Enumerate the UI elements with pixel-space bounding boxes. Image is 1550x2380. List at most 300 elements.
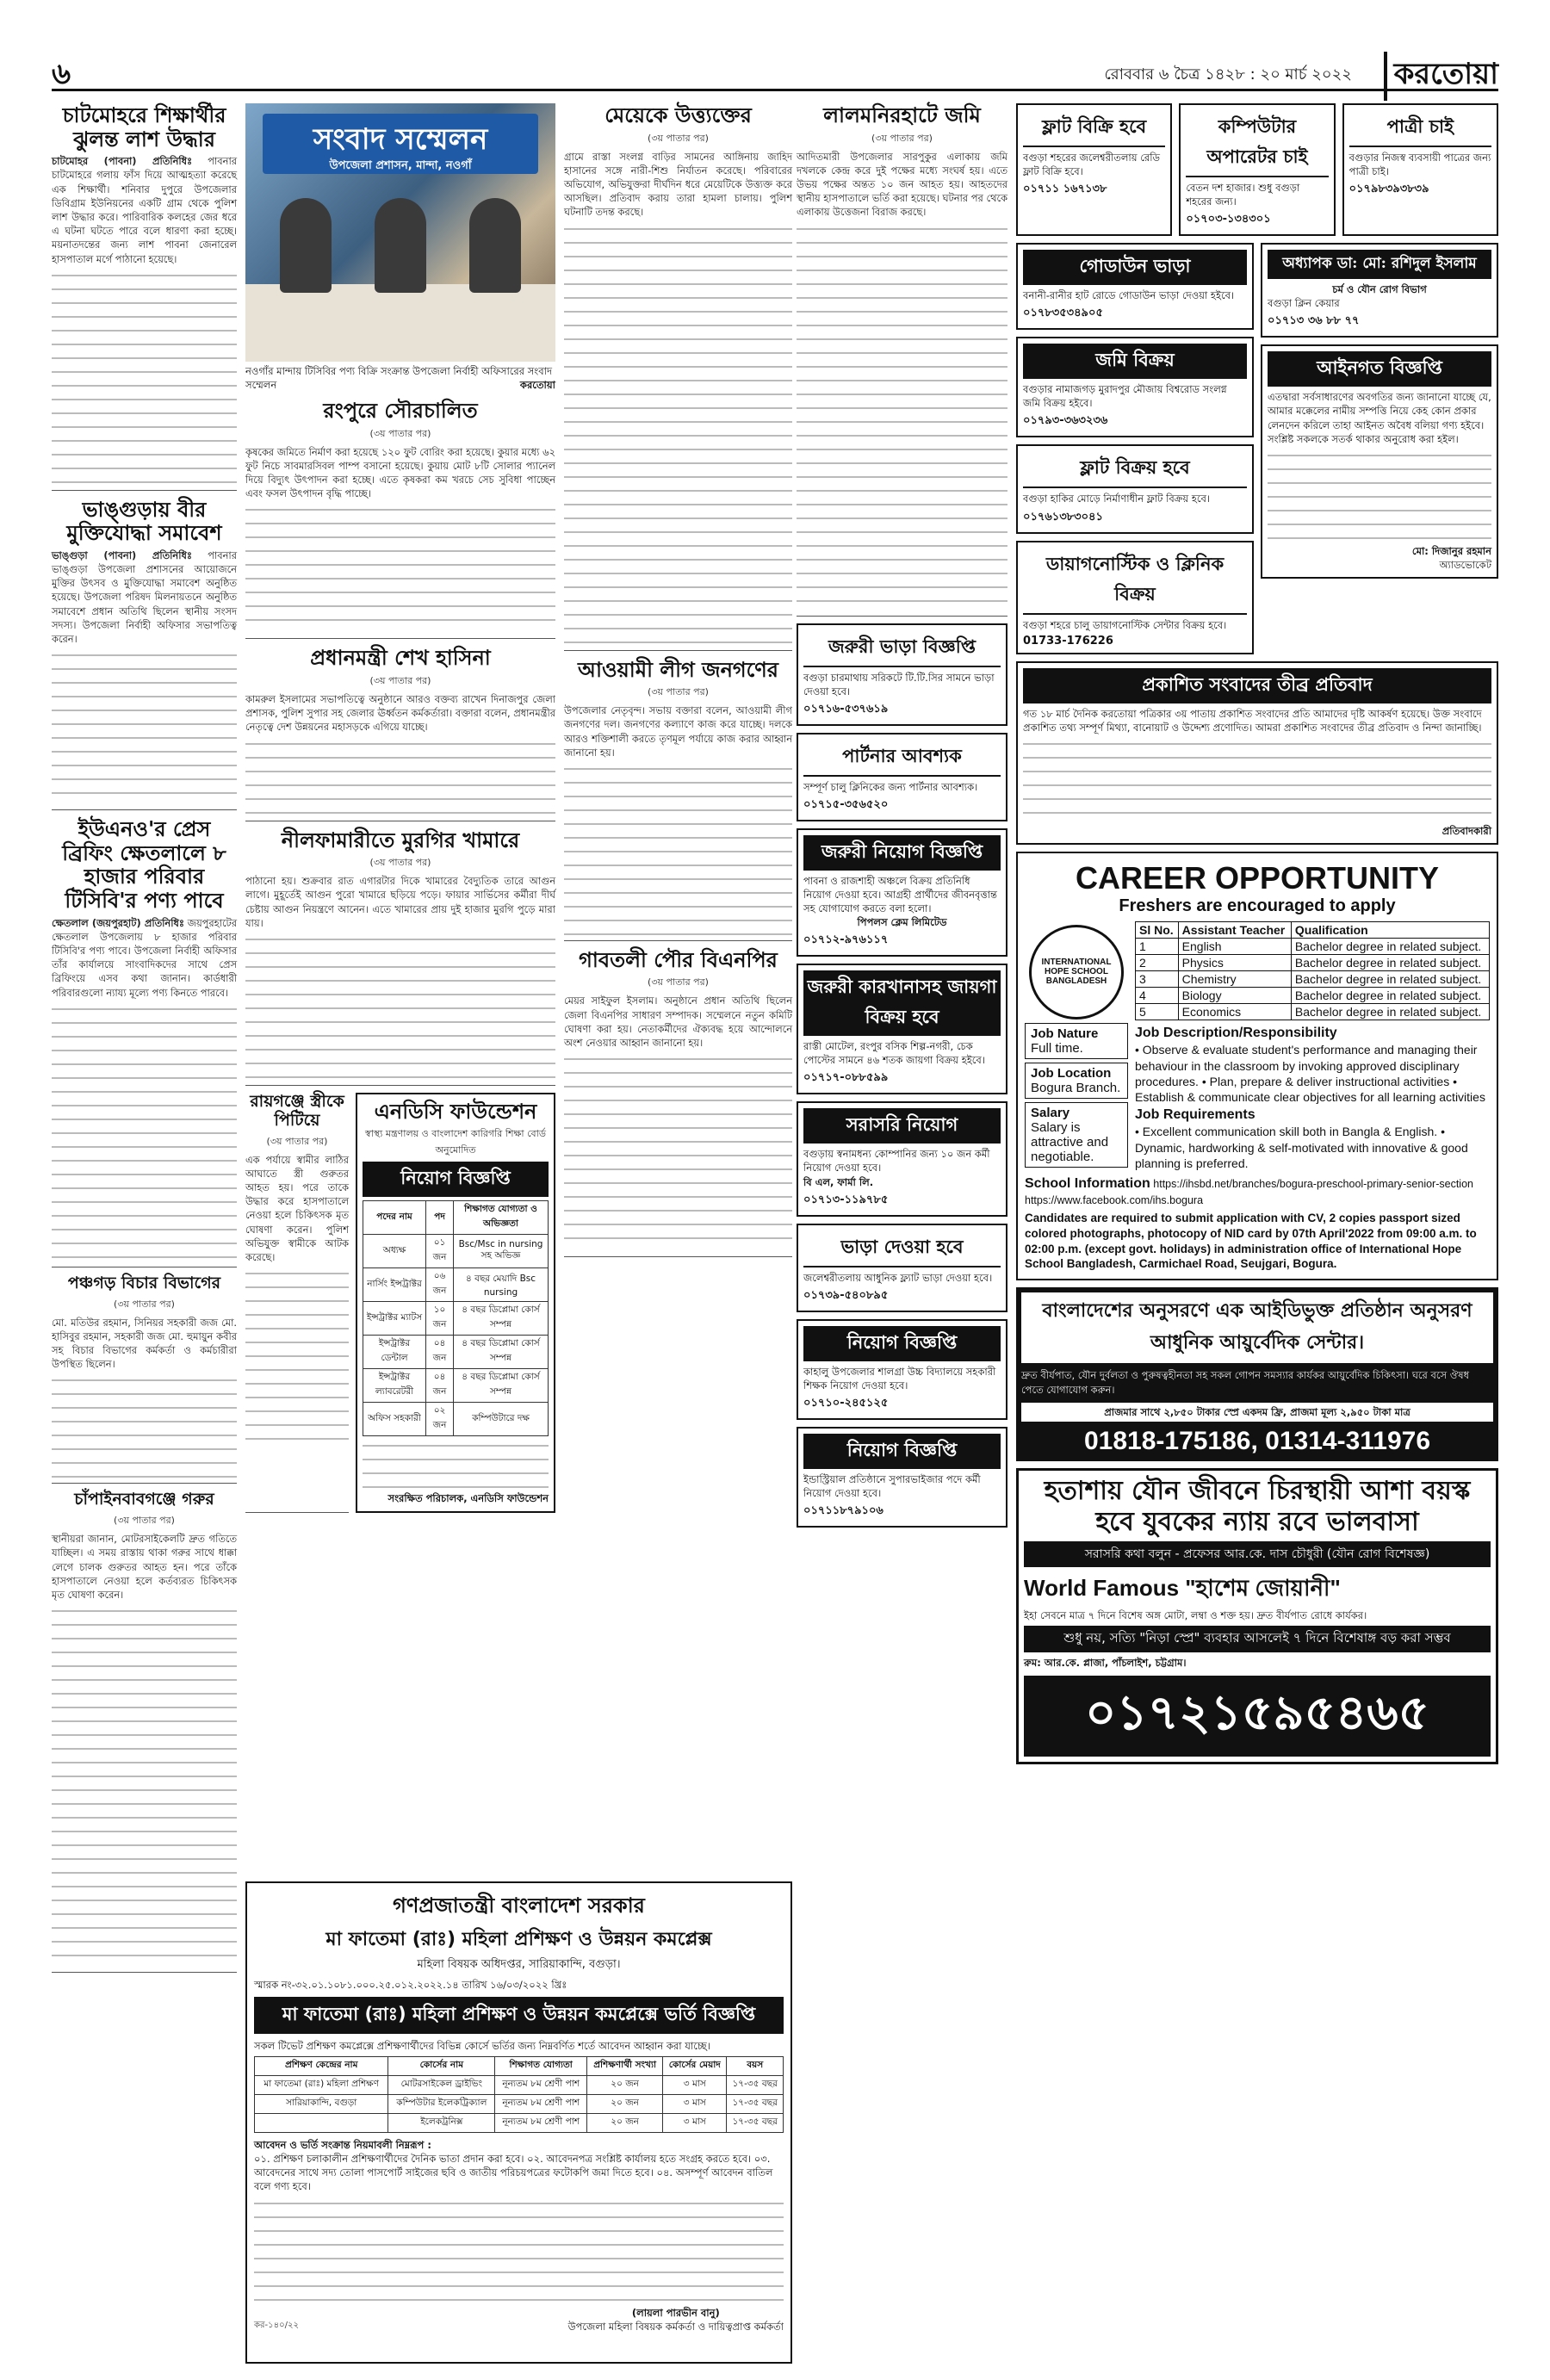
table-cell: নার্সিং ইন্সট্রাক্টর	[363, 1268, 426, 1302]
ad-title: ডায়াগনোস্টিক ও ক্লিনিক বিক্রয়	[1023, 548, 1247, 615]
table-header: বয়স	[727, 2057, 784, 2076]
salary	[1025, 1102, 1128, 1168]
doctor-phone: ০১৭১৩ ৩৬ ৮৮ ৭৭	[1268, 314, 1360, 328]
table-cell: Economics	[1178, 1003, 1291, 1020]
table-header: Qualification	[1291, 921, 1489, 938]
column-5	[1016, 103, 1498, 1764]
headline: রংপুরে সৌরচালিত	[323, 398, 478, 424]
ad-body: বগুড়া হাকির মোড়ে নির্মাণাধীন ফ্লাট বিক্রয় হবে।	[1023, 493, 1211, 505]
left-stack	[1016, 243, 1254, 660]
ad-body: জলেশ্বরীতলায় আধুনিক ফ্ল্যাট ভাড়া দেওয়া হবে।	[803, 1271, 993, 1284]
table-cell: ০৪ জন	[426, 1369, 454, 1403]
ad-title: জমি বিক্রয়	[1023, 344, 1247, 379]
table-cell: ৩ মাস	[663, 2114, 727, 2133]
ad-phone: ০১৭০৩-১৩৪৩০১	[1186, 213, 1271, 226]
table-row	[363, 1268, 549, 1302]
ndc-foundation-ad	[356, 1093, 555, 1513]
diagnostic-sale-ad	[1016, 541, 1254, 654]
table-cell: 3	[1136, 970, 1179, 987]
right-stack	[1261, 243, 1498, 660]
story-body: এক পর্যায়ে স্বামীর লাঠির আঘাতে স্ত্রী গুরুতর আহত হয়। পরে তাকে উদ্ধার করে হাসপাতালে নেওয়া হলে চিকিৎসক মৃত ঘোষণা করেন। পুলিশ অভিযুক্ত স্বামীকে আটক করেছে।	[245, 1153, 349, 1263]
ad-title: এনডিসি ফাউন্ডেশন	[374, 1098, 537, 1124]
ad-title: জরুরী নিয়োগ বিজ্ঞপ্তি	[803, 835, 1001, 871]
jd-text: • Observe & evaluate student's performance and managing their behaviour in the classroom by invoking approved disciplinary procedures. • Plan, prepare & deliver instructional activities • Establish & communicate clear objectives for all learning activities	[1135, 1043, 1485, 1105]
continued-label: (৩য় পাতার পর)	[369, 674, 431, 686]
story-body: পাবনার ভাঙ্গুড়া উপজেলা প্রশাসনের আয়োজনে মুক্তির উৎসব ও মুক্তিযোদ্ধা সমাবেশ অনুষ্ঠিত হয়েছে। উপজেলা পরিষদ মিলনায়তনে অনুষ্ঠিত সমাবেশে প্রধান অতিথি ছিলেন স্থানীয় সংসদ সদস্য। উপজেলা নির্বাহী অফিসার সভাপতিত্ব করেন।	[52, 549, 237, 645]
text-block	[52, 649, 237, 804]
page-number: ৬	[52, 57, 71, 91]
text-block	[564, 223, 792, 645]
salary-value: Salary is attractive and negotiable.	[1031, 1119, 1109, 1164]
continued-label: (৩য় পাতার পর)	[648, 686, 709, 698]
text-block	[245, 933, 555, 1080]
table-cell: Bsc/Msc in nursing সহ অভিজ্ঞ	[454, 1235, 549, 1268]
table-cell: কম্পিউটারে দক্ষ	[454, 1403, 549, 1436]
story-lalmonirhat	[797, 103, 1008, 617]
protest-notice	[1016, 661, 1498, 845]
table-cell: ২০ জন	[587, 2095, 663, 2114]
table-cell: অধ্যক্ষ	[363, 1235, 426, 1268]
story-gabtali	[564, 948, 792, 1257]
table-cell: ০৬ জন	[426, 1268, 454, 1302]
table-header: Sl No.	[1136, 921, 1179, 938]
ad-body: বগুড়া শহরের জলেশ্বরীতলায় রেডি ফ্লাট বিক্রি হবে।	[1023, 152, 1160, 178]
ad-phone: ০১৭২১৫৯৫৪৬৫	[1024, 1676, 1491, 1757]
story-dateline: ক্ষেতলাল (জয়পুরহাট) প্রতিনিধিঃ	[52, 916, 184, 929]
doctor-specialty: চর্ম ও যৌন রোগ বিভাগ	[1332, 283, 1427, 296]
notice-h1: গণপ্রজাতন্ত্রী বাংলাদেশ সরকার	[393, 1893, 645, 1918]
text-block	[52, 1003, 237, 1261]
story-body: পাঠানো হয়। শুক্রবার রাত এগারটার দিকে খামারের বৈদ্যুতিক তারে আগুন লাগে। মুহূর্তেই আগুন পুরো খামারে ছড়িয়ে পড়ে। ফায়ার সার্ভিসের কর্মীরা দীর্ঘ চেষ্টায় আগুন নিয়ন্ত্রণে আনেন। এতে খামারের প্রায় দুই হাজার মুরগি পুড়ে মারা যায়।	[245, 875, 555, 929]
doctor-chamber: বগুড়া ক্লিন কেয়ার	[1268, 297, 1340, 310]
story-body: কৃষকের জমিতে নির্মাণ করা হয়েছে ১২০ ফুট বোরিং করা হয়েছে। কুয়ার মধ্যে ৬২ ফুট নিচে সাবমারসিবল পাম্প বসানো হয়েছে। কুয়ায় মোট ৮টি সোলার প্যানেল দিয়ে বিদ্যুৎ উৎপাদন করা হচ্ছে। এতে কৃষকরা কম খরচে সেচ সুবিধা পাচ্ছেন এবং ফসল উৎপাদন বৃদ্ধি পাচ্ছে।	[245, 445, 555, 500]
facebook-link[interactable]: https://www.facebook.com/ihs.bogura	[1025, 1193, 1204, 1206]
factory-sale-ad	[797, 964, 1008, 1094]
ad-company: বি এল, ফার্মা লি.	[803, 1175, 874, 1188]
doctor-ad	[1261, 243, 1498, 338]
table-cell: Bachelor degree in related subject.	[1291, 970, 1489, 987]
notice-h3: মহিলা বিষয়ক অধিদপ্তর, সারিয়াকান্দি, বগুড়া।	[417, 1958, 621, 1971]
table-cell: ০২ জন	[426, 1403, 454, 1436]
headline: আওয়ামী লীগ জনগণের	[577, 656, 779, 682]
ad-phone: ০১৭১০-২৪৫১২৫	[803, 1396, 889, 1410]
flat-sale-ad	[1016, 103, 1172, 236]
salary-label: Salary	[1031, 1105, 1070, 1120]
ad-body: দ্রুত বীর্যপাত, যৌন দুর্বলতা ও পুরুষত্বহীনতা সহ সকল গোপন সমস্যার কার্যকর আয়ুর্বেদিক চিকিৎসা। ঘরে বসে ঔষধ পেতে যোগাযোগ করুন।	[1021, 1369, 1470, 1396]
ad-phone: ০১৭৩৯-৫৪০৮৯৫	[803, 1288, 889, 1302]
table-row	[363, 1235, 549, 1268]
story-body: পাবনার চাটমোহরে গলায় ফাঁস দিয়ে আত্মহত্যা করেছে এক শিক্ষার্থী। শনিবার দুপুরে উপজেলার ডিবিগ্রাম ইউনিয়নের একটি গ্রাম থেকে পুলিশ লাশ উদ্ধার করে। পারিবারিক কলহের জের ধরে এ ঘটনা ঘটতে পারে বলে ধারণা করা হচ্ছে। ময়নাতদন্তের জন্য লাশ পাবনা জেনারেল হাসপাতাল মর্গে পাঠানো হয়েছে।	[52, 155, 238, 265]
text-block	[1023, 738, 1491, 824]
notice-footer	[254, 2306, 784, 2334]
table-cell: 5	[1136, 1003, 1179, 1020]
ad-spray: শুধু নয়, সত্যি "নিড়া স্প্রে" ব্যবহার আসলেই ৭ দিনে বিশেষাঙ্গ বড় করা সম্ভব	[1024, 1626, 1491, 1652]
table-cell: ৪ বছর ডিপ্লোমা কোর্স সম্পন্ন	[454, 1369, 549, 1403]
classified-row-1	[1016, 103, 1498, 243]
table-cell: কম্পিউটার ইলেকট্রিক্যাল	[388, 2095, 495, 2114]
table-header: কোর্সের মেয়াদ	[663, 2057, 727, 2076]
headline: গাবতলী পৌর বিএনপির	[579, 946, 778, 972]
ad-body: বগুড়ায় স্বনামধন্য কোম্পানির জন্য ১০ জন কর্মী নিয়োগ দেওয়া হবে।	[803, 1148, 990, 1175]
ndc-table	[363, 1200, 549, 1436]
story-dateline: চাটমোহর (পাবনা) প্রতিনিধিঃ	[52, 155, 193, 168]
tonic-ad	[1016, 1468, 1498, 1763]
table-header: কোর্সের নাম	[388, 2057, 495, 2076]
ad-phone: ০১৭৯৮৩৯৩৮৩৯	[1348, 183, 1429, 196]
table-header: প্রশিক্ষণার্থী সংখ্যা	[587, 2057, 663, 2076]
headline: পঞ্চগড় বিচার বিভাগের	[67, 1273, 221, 1292]
ad-body: কাহালু উপজেলার শালগ্রা উচ্চ বিদ্যালয়ে সহকারী শিক্ষক নিয়োগ দেওয়া হবে।	[803, 1365, 996, 1391]
job-nature-label: Job Nature	[1031, 1026, 1099, 1041]
ad-title: নিয়োগ বিজ্ঞপ্তি	[803, 1326, 1001, 1361]
notice-h2: মা ফাতেমা (রাঃ) মহিলা প্রশিক্ষণ ও উন্নয়ন কমপ্লেক্স	[326, 1929, 712, 1950]
caption-credit: করতোয়া	[519, 378, 555, 391]
ad-phone: ০১৭১৫-৩৫৬৫২০	[803, 797, 889, 811]
partner-ad	[797, 733, 1008, 821]
photo-person	[469, 198, 521, 293]
table-cell: Bachelor degree in related subject.	[1291, 954, 1489, 970]
table-cell: Biology	[1178, 987, 1291, 1003]
classified-row-2	[1016, 243, 1498, 660]
table-cell: ১০ জন	[426, 1302, 454, 1336]
table-header: শিক্ষাগত যোগ্যতা ও অভিজ্ঞতা	[454, 1201, 549, 1235]
ad-subtitle: স্বাস্থ্য মন্ত্রণালয় ও বাংলাদেশ কারিগরি শিক্ষা বোর্ড অনুমোদিত	[365, 1128, 546, 1156]
text-block	[245, 504, 555, 633]
table-cell: 1	[1136, 938, 1179, 954]
story-body: আদিতমারী উপজেলার সারপুকুর এলাকায় জমি দখলকে কেন্দ্র করে দুই পক্ষের মধ্যে সংঘর্ষ হয়। এতে উভয় পক্ষের অন্তত ১০ জন আহত হয়। আহতদের স্থানীয় হাসপাতালে ভর্তি করা হয়েছে। ঘটনার পর থেকে এলাকায় উত্তেজনা বিরাজ করছে।	[797, 150, 1008, 219]
land-sale-ad	[1016, 337, 1254, 437]
table-header: পদের নাম	[363, 1201, 426, 1235]
text-block	[52, 270, 237, 485]
table-cell: Bachelor degree in related subject.	[1291, 987, 1489, 1003]
story-body: মো. মতিউর রহমান, সিনিয়র সহকারী জজ মো. হাসিবুর রহমান, সহকারী জজ মো. হুমায়ুন কবীর সহ বিচার বিভাগের কর্মকর্তা ও কর্মচারীরা উপস্থিত ছিলেন।	[52, 1316, 237, 1371]
school-seal-icon: INTERNATIONAL HOPE SCHOOL BANGLADESH	[1029, 925, 1124, 1020]
column-1	[52, 103, 237, 1980]
continued-label: (৩য় পাতার পর)	[114, 1298, 175, 1310]
ad-title: পার্টনার আবশ্যক	[803, 740, 1001, 777]
table-cell: English	[1178, 938, 1291, 954]
ad-title: ফ্লাট বিক্রয় হবে	[1023, 451, 1247, 488]
direct-job-ad	[797, 1101, 1008, 1216]
job-description	[1135, 1024, 1490, 1172]
headline: ভাঙ্গুড়ায় বীর মুক্তিযোদ্ধা সমাবেশ	[66, 496, 222, 546]
jd-title: Job Description/Responsibility	[1135, 1025, 1337, 1040]
press-conference-photo	[245, 103, 555, 362]
ad-body: ইহা সেবনে মাত্র ৭ দিনে বিশেষ অঙ্গ মোটা, লম্বা ও শক্ত হয়। দ্রুত বীর্যপাত রোধে কার্যকর।	[1024, 1609, 1367, 1622]
continued-label: (৩য় পাতার পর)	[369, 427, 431, 439]
ad-title: বাংলাদেশের অনুসরণে এক আইডিভুক্ত প্রতিষ্ঠান অনুসরণ আধুনিক আয়ুর্বেদিক সেন্টার।	[1021, 1292, 1493, 1363]
job-ad-2	[797, 1427, 1008, 1528]
page-header	[52, 52, 1498, 91]
job-location-label: Job Location	[1031, 1065, 1112, 1081]
story-bhangura	[52, 498, 237, 811]
story-nilphamari	[245, 828, 555, 1086]
story-chapainawabganj	[52, 1491, 237, 1973]
story-body: মেয়র সাইফুল ইসলাম। অনুষ্ঠানে প্রধান অতিথি ছিলেন জেলা বিএনপির সাধারণ সম্পাদক। সম্মেলনে নতুন কমিটি ঘোষণা করা হয়। নেতাকর্মীদের ঐক্যবদ্ধ হয়ে আন্দোলনে অংশ নেওয়ার আহ্বান জানানো হয়।	[564, 995, 792, 1050]
ad-phone: ০১৭১২-৯৭৬১১৭	[803, 933, 889, 947]
text-block	[564, 1053, 792, 1251]
signatory-name: (লায়লা পারভীন বানু)	[631, 2306, 720, 2319]
protest-signatory: প্রতিবাদকারী	[1442, 824, 1491, 837]
school-info-link[interactable]: https://ihsbd.net/branches/bogura-preschool-primary-senior-section	[1153, 1178, 1473, 1191]
table-cell: নূন্যতম ৮ম শ্রেণী পাশ	[495, 2114, 587, 2133]
table-header: শিক্ষাগত যোগ্যতা	[495, 2057, 587, 2076]
story-prime-minister	[245, 646, 555, 821]
photo-person	[280, 198, 332, 293]
table-cell: 4	[1136, 987, 1179, 1003]
flat-sale-ad-2	[1016, 444, 1254, 533]
signatory-role: উপজেলা মহিলা বিষয়ক কর্মকর্তা ও দায়িত্বপ্রাপ্ত কর্মকর্তা	[567, 2320, 784, 2333]
story-raiganj	[245, 1093, 349, 1513]
ad-sub: সরাসরি কথা বলুন - প্রফেসর আর.কে. দাস চৌধুরী (যৌন রোগ বিশেষজ্ঞ)	[1024, 1541, 1491, 1567]
story-chatmohor	[52, 103, 237, 491]
photo-banner-sub: উপজেলা প্রশাসন, মান্দা, নওগাঁ	[329, 159, 472, 172]
ad-address: রুম: আর.কে. প্লাজা, পাঁচলাইশ, চট্টগ্রাম।	[1024, 1657, 1187, 1670]
story-panchagarh	[52, 1274, 237, 1484]
table-cell	[255, 2114, 388, 2133]
doctor-name: অধ্যাপক ডা: মো: রশিদুল ইসলাম	[1268, 250, 1491, 279]
ad-phone: ০১৭১১ ১৬৭১৩৮	[1023, 183, 1107, 196]
text-block	[245, 1267, 349, 1440]
table-row	[363, 1336, 549, 1369]
story-ad-row	[245, 1093, 555, 1520]
career-left	[1025, 921, 1128, 1172]
table-header: Assistant Teacher	[1178, 921, 1291, 938]
job-location-value: Bogura Branch.	[1031, 1080, 1121, 1095]
career-subtitle: Freshers are encouraged to apply	[1119, 896, 1396, 915]
table-cell: ইন্সট্রাক্টর ল্যাবরেটরী	[363, 1369, 426, 1403]
table-row	[255, 2076, 784, 2095]
ad-phone: ০১৭১৬-৫৩৭৬১৯	[803, 702, 889, 716]
headline: নীলফামারীতে মুরগির খামারে	[281, 827, 520, 852]
rent2-ad	[797, 1224, 1008, 1312]
job-ad-1	[797, 1319, 1008, 1420]
table-cell: নূন্যতম ৮ম শ্রেণী পাশ	[495, 2076, 587, 2095]
legal-notice	[1261, 344, 1498, 579]
notice-memo: স্মারক নং-৩২.০১.১০৮১.০০০.২৫.০১২.২০২২.১৪ তারিখ ১৬/০৩/২০২২ খ্রিঃ	[254, 1979, 567, 1991]
ad-title: জরুরী কারখানাসহ জায়গা বিক্রয় হবে	[803, 970, 1001, 1036]
headline: চাটমোহরে শিক্ষার্থীর ঝুলন্ত লাশ উদ্ধার	[62, 102, 226, 152]
photo-banner-text: সংবাদ সম্মেলন	[313, 122, 488, 157]
ad-title: পাত্রী চাই	[1349, 110, 1491, 147]
headline: চাঁপাইনবাবগঞ্জে গরুর	[74, 1490, 214, 1509]
photo-person	[375, 198, 426, 293]
table-cell: Physics	[1178, 954, 1291, 970]
ad-title: নিয়োগ বিজ্ঞপ্তি	[803, 1434, 1001, 1469]
ayurvedic-ad	[1016, 1287, 1498, 1461]
job-nature	[1025, 1023, 1128, 1059]
bride-wanted-ad	[1342, 103, 1498, 236]
story-dateline: ভাঙ্গুড়া (পাবনা) প্রতিনিধিঃ	[52, 549, 192, 561]
dateline: রোববার ৬ চৈত্র ১৪২৮ : ২০ মার্চ ২০২২	[1104, 65, 1352, 84]
table-row	[255, 2095, 784, 2114]
notice-bar: মা ফাতেমা (রাঃ) মহিলা প্রশিক্ষণ ও উন্নয়ন কমপ্লেক্সে ভর্তি বিজ্ঞপ্তি	[254, 1997, 784, 2034]
ad-body: পাবনা ও রাজশাহী অঞ্চলে বিক্রয় প্রতিনিধি নিয়োগ দেওয়া হবে। আগ্রহী প্রার্থীদের জীবনবৃত্তান্ত সহ যোগাযোগ করতে বলা হলো।	[803, 874, 997, 914]
ad-title: হতাশায় যৌন জীবনে চিরস্থায়ী আশা বয়স্ক হবে যুবকের ন্যায় রবে ভালবাসা	[1044, 1476, 1471, 1538]
headline: মেয়েকে উত্ত্যক্তের	[604, 102, 752, 127]
career-right	[1135, 921, 1490, 1172]
continued-label: (৩য় পাতার পর)	[266, 1135, 328, 1147]
rules-title: আবেদন ও ভর্তি সংক্রান্ত নিয়মাবলী নিম্নরূপ :	[254, 2139, 431, 2152]
table-row	[1136, 954, 1490, 970]
continued-label: (৩য় পাতার পর)	[369, 857, 431, 869]
table-cell: ৪ বছর মেয়াদি Bsc nursing	[454, 1268, 549, 1302]
godown-rent-ad	[1016, 243, 1254, 330]
table-cell: 2	[1136, 954, 1179, 970]
ad-title: গোডাউন ভাড়া	[1023, 250, 1247, 285]
table-row	[255, 2114, 784, 2133]
table-cell: নূন্যতম ৮ম শ্রেণী পাশ	[495, 2095, 587, 2114]
table-cell: ১৭-৩৫ বছর	[727, 2114, 784, 2133]
table-cell: ৩ মাস	[663, 2076, 727, 2095]
story-khetlal	[52, 817, 237, 1267]
ad-title: কম্পিউটার অপারেটর চাই	[1186, 110, 1328, 177]
urgent-job-ad	[797, 828, 1008, 957]
table-row	[1136, 1003, 1490, 1020]
masthead-logo: করতোয়া	[1384, 52, 1498, 101]
table-cell: ইন্সট্রাক্টর ম্যাটস	[363, 1302, 426, 1336]
headline: রায়গঞ্জে স্ত্রীকে পিটিয়ে	[250, 1091, 344, 1130]
table-row	[363, 1369, 549, 1403]
rent-ad	[797, 623, 1008, 726]
table-cell: Bachelor degree in related subject.	[1291, 938, 1489, 954]
story-harassment	[564, 103, 792, 651]
table-row	[1136, 970, 1490, 987]
ad-phone: 01818-175186, 01314-311976	[1083, 1427, 1431, 1456]
table-cell: Chemistry	[1178, 970, 1291, 987]
story-body: গ্রামে রাস্তা সংলগ্ন বাড়ির সামনের আঙ্গিনায় জাহিদ হাসানের সঙ্গে নারী-শিশু নির্যাতন করেছে। পরিবারের অভিযোগ, অভিযুক্তরা দীর্ঘদিন ধরে মেয়েটিকে উত্ত্যক্ত করে আসছিল। প্রতিবাদ করায় তারা হামলা চালায়। পুলিশ ঘটনাটি তদন্ত করছে।	[564, 150, 792, 219]
table-cell: ০১ জন	[426, 1235, 454, 1268]
story-awami-league	[564, 658, 792, 941]
govt-admission-notice	[245, 1881, 792, 2364]
table-cell: ১৭-৩৫ বছর	[727, 2095, 784, 2114]
ad-phone: ০১৭১১৮৭৯১০৬	[803, 1504, 884, 1518]
text-block	[245, 738, 555, 815]
caption-text: নওগাঁর মান্দায় টিসিবির পণ্য বিক্রি সংক্রান্ত উপজেলা নির্বাহী অফিসারের সংবাদ সম্মেলন	[245, 365, 553, 391]
ad-phone: ০১৭৯৩-৩৬৩২৩৬	[1023, 414, 1108, 428]
table-cell: ইলেকট্রনিক্স	[388, 2114, 495, 2133]
ad-body: ইন্ডাস্ট্রিয়াল প্রতিষ্ঠানে সুপারভাইজার পদে কর্মী নিয়োগ দেওয়া হবে।	[803, 1472, 981, 1500]
ad-title: প্রকাশিত সংবাদের তীব্র প্রতিবাদ	[1023, 668, 1491, 703]
notice-signature	[568, 2306, 784, 2334]
ad-body: সম্পূর্ণ চালু ক্লিনিকের জন্য পার্টনার আবশ্যক।	[803, 780, 978, 793]
job-nature-value: Full time.	[1031, 1040, 1083, 1056]
photo-table	[245, 284, 555, 362]
story-rangpur	[245, 399, 555, 639]
ad-price: প্রাজমার সাথে ২,৮৫০ টাকার স্প্রে একদম ফ্রি, প্রাজমা মূল্য ২,৯৫০ টাকা মাত্র	[1021, 1403, 1493, 1422]
table-header: পদ	[426, 1201, 454, 1235]
ad-phone: ০১৭১৩-১১৯৭৮৫	[803, 1193, 889, 1206]
table-cell: মা ফাতেমা (রাঃ) মহিলা প্রশিক্ষণ	[255, 2076, 388, 2095]
ad-footer: সংরক্ষিত পরিচালক, এনডিসি ফাউন্ডেশন	[388, 1492, 549, 1505]
table-cell: ০৪ জন	[426, 1336, 454, 1369]
career-title: CAREER OPPORTUNITY	[1075, 859, 1440, 896]
ad-phone: ০১৭৬১৩৮৩০৪১	[1023, 510, 1103, 524]
table-cell: মোটরসাইকেল ড্রাইভিং	[388, 2076, 495, 2095]
table-cell: ৪ বছর ডিপ্লোমা কোর্স সম্পন্ন	[454, 1302, 549, 1336]
story-body: জয়পুরহাটের ক্ষেতলাল উপজেলায় ৮ হাজার পরিবার টিসিবি'র পণ্য পাবে। উপজেলা নির্বাহী অফিসার তাঁর কার্যালয়ে সাংবাদিকদের সাথে প্রেস ব্রিফিংয়ে এসব কথা জানান। কার্ডধারী পরিবারগুলো ন্যায্য মূল্যে পণ্য কিনতে পারবে।	[52, 916, 238, 999]
table-row	[363, 1403, 549, 1436]
text-block	[254, 2197, 784, 2301]
story-body: কামরুল ইসলামের সভাপতিত্বে অনুষ্ঠানে আরও বক্তব্য রাখেন দিনাজপুর জেলা প্রশাসক, পুলিশ সুপার সহ জেলার ঊর্ধ্বতন কর্মকর্তারা। বক্তারা বলেন, প্রধানমন্ত্রীর নেতৃত্বে দেশ উন্নয়নের মহাসড়কে এগিয়ে যাচ্ছে।	[245, 692, 555, 734]
ad-body: বগুড়া শহরে চালু ডায়াগনোস্টিক সেন্টার বিক্রয় হবে।	[1023, 618, 1227, 631]
text-block	[797, 223, 1008, 610]
table-cell: অফিস সহকারী	[363, 1403, 426, 1436]
ad-body: গত ১৮ মার্চ দৈনিক করতোয়া পত্রিকার ৩য় পাতায় প্রকাশিত সংবাদের প্রতি আমাদের দৃষ্টি আকর্ষণ হয়েছে। উক্ত সংবাদে প্রকাশিত তথ্য সম্পূর্ণ মিথ্যা, বানোয়াট ও উদ্দেশ্য প্রণোদিত। আমরা প্রকাশিত সংবাদের তীব্র প্রতিবাদ ও নিন্দা জানাচ্ছি।	[1023, 707, 1482, 734]
job-location	[1025, 1063, 1128, 1099]
ad-title: ভাড়া দেওয়া হবে	[803, 1230, 1001, 1267]
positions-table	[1135, 921, 1490, 1020]
rules-text: ০১. প্রশিক্ষণ চলাকালীন প্রশিক্ষণার্থীদের দৈনিক ভাতা প্রদান করা হবে। ০২. আবেদনপত্র সংশ্লিষ্ট কার্যালয় হতে সংগ্রহ করতে হবে। ০৩. আবেদনের সাথে সদ্য তোলা পাসপোর্ট সাইজের ছবি ও জাতীয় পরিচয়পত্রের ফটোকপি জমা দিতে হবে। ০৪. অসম্পূর্ণ আবেদন বাতিল বলে গণ্য হবে।	[254, 2153, 773, 2193]
continued-label: (৩য় পাতার পর)	[114, 1515, 175, 1527]
text-block	[363, 1440, 549, 1491]
school-info-label: School Information	[1025, 1176, 1150, 1192]
headline: ইউএনও'র প্রেস ব্রিফিং ক্ষেতলালে ৮ হাজার পরিবার টিসিবি'র পণ্য পাবে	[62, 816, 226, 913]
ad-phone: ০১৭১৭-০৮৮৫৯৯	[803, 1071, 889, 1085]
table-cell: Bachelor degree in related subject.	[1291, 1003, 1489, 1020]
table-cell: ৩ মাস	[663, 2095, 727, 2114]
req-text: • Excellent communication skill both in Bangla & English. • Dynamic, hardworking & self-motivated with innovative & good planning is preferred.	[1135, 1125, 1468, 1170]
ad-title: জরুরী ভাড়া বিজ্ঞপ্তি	[803, 630, 1001, 667]
ad-bar: নিয়োগ বিজ্ঞপ্তি	[363, 1162, 549, 1197]
table-cell: সারিয়াকান্দি, বগুড়া	[255, 2095, 388, 2114]
continued-label: (৩য় পাতার পর)	[648, 976, 709, 989]
ad-phone: ০১৭৮৩৫৩৪৯০৫	[1023, 307, 1103, 320]
photo-banner	[263, 114, 538, 174]
computer-operator-ad	[1179, 103, 1335, 236]
photo-caption	[245, 365, 555, 392]
req-title: Job Requirements	[1135, 1106, 1256, 1122]
ad-body: বেতন দশ হাজার। শুধু বগুড়া শহরের জন্য।	[1186, 182, 1300, 208]
text-block	[564, 763, 792, 935]
story-body: স্থানীয়রা জানান, মোটরসাইকেলটি দ্রুত গতিতে যাচ্ছিল। এ সময় রাস্তায় থাকা গরুর সাথে ধাক্কা লেগে চালক গুরুতর আহত হন। পরে তাঁকে হাসপাতালে নেওয়া হলে কর্তব্যরত চিকিৎসক মৃত ঘোষণা করেন।	[52, 1533, 237, 1601]
text-block	[52, 1374, 237, 1478]
notice-code: কর-১৪০/২২	[254, 2320, 299, 2330]
table-row	[1136, 987, 1490, 1003]
ad-body: বগুড়ার নিজস্ব ব্যবসায়ী পাত্রের জন্য পাত্রী চাই।	[1348, 152, 1491, 178]
ad-body: রাস্তী মোটেল, রংপুর বসিক শিল্প-নগরী, চেক পোস্টের সামনে ৪৬ শতক জায়গা বিক্রয় হইবে।	[803, 1040, 985, 1067]
headline: প্রধানমন্ত্রী শেখ হাসিনা	[310, 645, 491, 671]
legal-role: অ্যাডভোকেট	[1439, 558, 1491, 571]
table-row	[1136, 938, 1490, 954]
career-opportunity-ad	[1016, 852, 1498, 1280]
story-body: উপজেলার নেতৃবৃন্দ। সভায় বক্তারা বলেন, আওয়ামী লীগ জনগণের দল। জনগণের কল্যাণে কাজ করে যাচ্ছে। দলকে আরও শক্তিশালী করতে তৃণমূল পর্যায়ে কাজ করার আহ্বান জানানো হয়।	[564, 704, 792, 759]
table-cell: ২০ জন	[587, 2114, 663, 2133]
ad-company: পিপলস ক্লেম লিমিটেড	[857, 916, 947, 929]
apply-instructions: Candidates are required to submit application with CV, 2 copies passport sized colored photographs, photocopy of NID card by 07th April'2022 from 09:00 a.m. to 02:00 p.m. (except govt. holidays) in administration office of International Hope School Bangladesh, Carmichael Road, Seujgari, Bogura.	[1025, 1212, 1477, 1271]
headline: লালমনিরহাটে জমি	[823, 102, 981, 127]
table-cell: ১৭-৩৫ বছর	[727, 2076, 784, 2095]
ad-body: এতদ্বারা সর্বসাধারণের অবগতির জন্য জানানো যাচ্ছে যে, আমার মক্কেলের নামীয় সম্পত্তি নিয়ে কেহ কোন প্রকার লেনদেন করিলে তাহা আইনত অবৈধ বলিয়া গণ্য হইবে। সংশ্লিষ্ট সকলকে সতর্ক থাকার অনুরোধ করা হইল।	[1268, 391, 1491, 445]
legal-signatory: মো: দিজানুর রহমান	[1411, 544, 1491, 557]
table-cell: ৪ বছর ডিপ্লোমা কোর্স সম্পন্ন	[454, 1336, 549, 1369]
table-cell: ২০ জন	[587, 2076, 663, 2095]
ad-body: বনানী-রানীর হাট রোডে গোডাউন ভাড়া দেওয়া হইবে।	[1023, 289, 1235, 302]
column-2	[245, 103, 555, 1520]
ad-product: World Famous "হাশেম জোয়ানী"	[1024, 1575, 1341, 1602]
table-cell: ইন্সট্রাক্টর ডেন্টাল	[363, 1336, 426, 1369]
continued-label: (৩য় পাতার পর)	[871, 132, 933, 144]
ad-body: বগুড়া চারমাথায় সরিকটে টি.টি.সির সামনে ভাড়া দেওয়া হবে।	[803, 671, 995, 697]
column-4	[797, 103, 1008, 1534]
ad-title: সরাসরি নিয়োগ	[803, 1108, 1001, 1144]
notice-intro: সকল টিভেট প্রশিক্ষণ কমপ্লেক্সে প্রশিক্ষণার্থীদের বিভিন্ন কোর্সে ভর্তির জন্য নিম্নবর্ণিত শর্তে আবেদন আহ্বান করা যাচ্ছে।	[254, 2040, 710, 2053]
continued-label: (৩য় পাতার পর)	[648, 132, 709, 144]
text-block	[1268, 449, 1491, 544]
ad-body: বগুড়ার নামাজগড় মুরাদপুর মৌজায় বিশ্বরোড সংলগ্ন জমি বিক্রয় হইবে।	[1023, 383, 1227, 410]
column-3	[564, 103, 792, 1264]
ad-title: ফ্লাট বিক্রি হবে	[1023, 110, 1165, 147]
